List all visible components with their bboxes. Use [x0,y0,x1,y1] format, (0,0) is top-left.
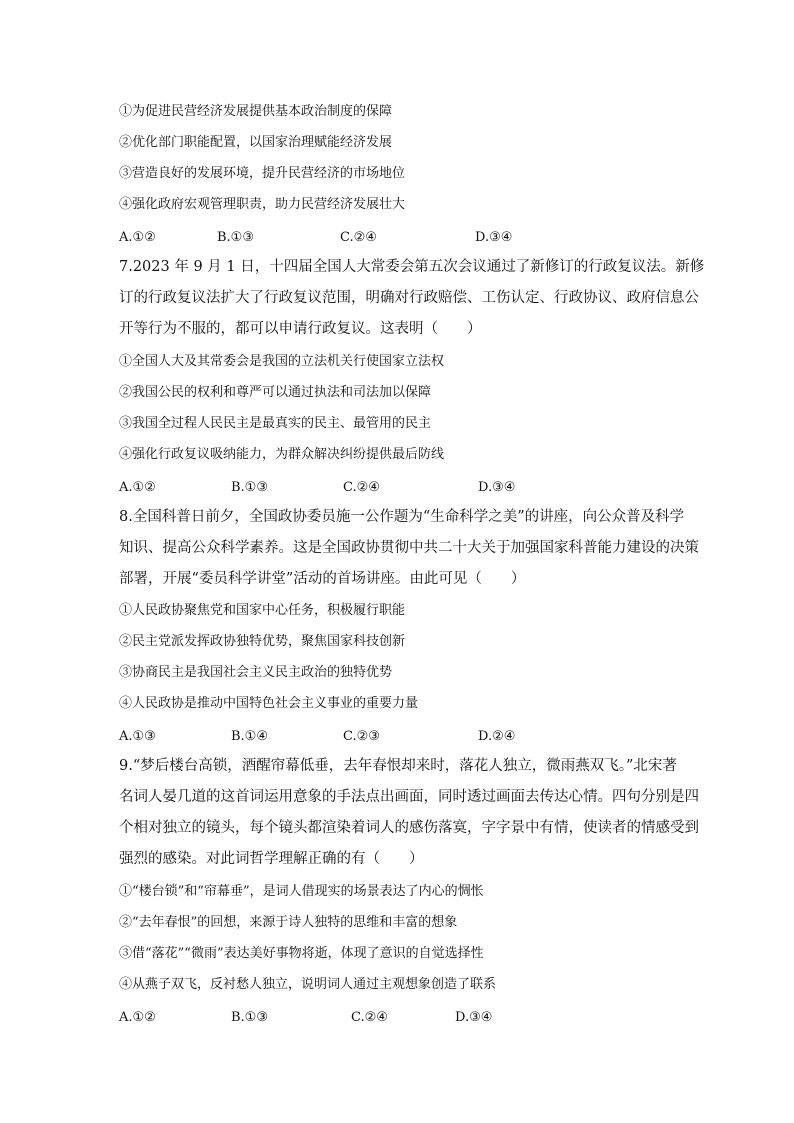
q6-item-3: ③营造良好的发展环境，提升民营经济的市场地位 [119,166,406,181]
q8-item-3: ③协商民主是我国社会主义民主政治的独特优势 [119,665,393,680]
q7-options [119,479,679,497]
q9-stem-line-2: 名词人晏几道的这首词运用意象的手法点出画面，同时透过画面去传达心情。四句分别是四 [119,789,699,805]
q7-item-2: ②我国公民的权利和尊严可以通过执法和司法加以保障 [119,385,432,400]
q7-stem-line-3: 开等行为不服的，都可以申请行政复议。这表明（ ） [119,321,482,337]
q7-option-b: B.①③ [231,480,268,495]
q6-item-1: ①为促进民营经济发展提供基本政治制度的保障 [119,104,393,119]
q9-item-1: ①“楼台锁”和“帘幕垂”，是词人借现实的场景表达了内心的惆怅 [119,884,484,899]
q8-item-4: ④人民政协是推动中国特色社会主义事业的重要力量 [119,696,419,711]
q9-item-3: ③借“落花”“微雨”表达美好事物将逝，体现了意识的自觉选择性 [119,946,484,961]
q7-stem-line-1: 7.2023 年 9 月 1 日，十四届全国人大常委会第五次会议通过了新修订的行政复议法。新修 [119,259,705,275]
q8-stem-line-2: 知识、提高公众科学素养。这是全国政协贯彻中共二十大关于加强国家科普能力建设的决策 [119,540,699,556]
q9-stem-line-1: 9.“梦后楼台高锁，酒醒帘幕低垂，去年春恨却来时，落花人独立，微雨燕双飞。”北宋著 [119,758,677,774]
q7-option-d: D.③④ [478,480,516,495]
q9-stem-line-4: 强烈的感染。对此词哲学理解正确的有（ ） [119,851,424,867]
q6-option-b: B.①③ [217,230,254,245]
q9-stem-line-3: 个相对独立的镜头，每个镜头都渲染着词人的感伤落寞，字字景中有情，使读者的情感受到 [119,820,699,836]
q8-option-c: C.②③ [343,729,380,744]
q7-item-3: ③我国全过程人民民主是最真实的民主、最管用的民主 [119,416,432,431]
q8-options [119,728,679,746]
q9-options [119,1009,679,1027]
q7-item-4: ④强化行政复议吸纳能力，为群众解决纠纷提供最后防线 [119,447,445,462]
q8-item-1: ①人民政协聚焦党和国家中心任务，积极履行职能 [119,603,406,618]
q9-option-a: A.①② [119,1010,156,1025]
q7-item-1: ①全国人大及其常委会是我国的立法机关行使国家立法权 [119,354,445,369]
q7-option-a: A.①② [119,480,156,495]
q8-stem-line-3: 部署，开展“委员科学讲堂”活动的首场讲座。由此可见（ ） [119,571,526,587]
q9-item-4: ④从燕子双飞，反衬愁人独立，说明词人通过主观想象创造了联系 [119,977,497,992]
q6-option-d: D.③④ [475,230,513,245]
q6-option-a: A.①② [119,230,156,245]
q8-option-b: B.①④ [231,729,268,744]
q9-option-c: C.②④ [351,1010,388,1025]
q9-item-2: ②“去年春恨”的回想，来源于诗人独特的思维和丰富的想象 [119,915,458,930]
q6-item-2: ②优化部门职能配置，以国家治理赋能经济发展 [119,135,393,150]
q6-option-c: C.②④ [340,230,377,245]
q6-item-4: ④强化政府宏观管理职责，助力民营经济发展壮大 [119,197,406,212]
q8-item-2: ②民主党派发挥政协独特优势，聚焦国家科技创新 [119,634,406,649]
q7-option-c: C.②④ [343,480,380,495]
q8-option-d: D.②④ [478,729,516,744]
q6-options [119,229,679,247]
q7-stem-line-2: 订的行政复议法扩大了行政复议范围，明确对行政赔偿、工伤认定、行政协议、政府信息公 [119,290,699,306]
q8-stem-line-1: 8.全国科普日前夕，全国政协委员施一公作题为“生命科学之美”的讲座，向公众普及科学 [119,509,685,525]
q9-option-d: D.③④ [455,1010,493,1025]
q8-option-a: A.①③ [119,729,156,744]
q9-option-b: B.①③ [231,1010,268,1025]
